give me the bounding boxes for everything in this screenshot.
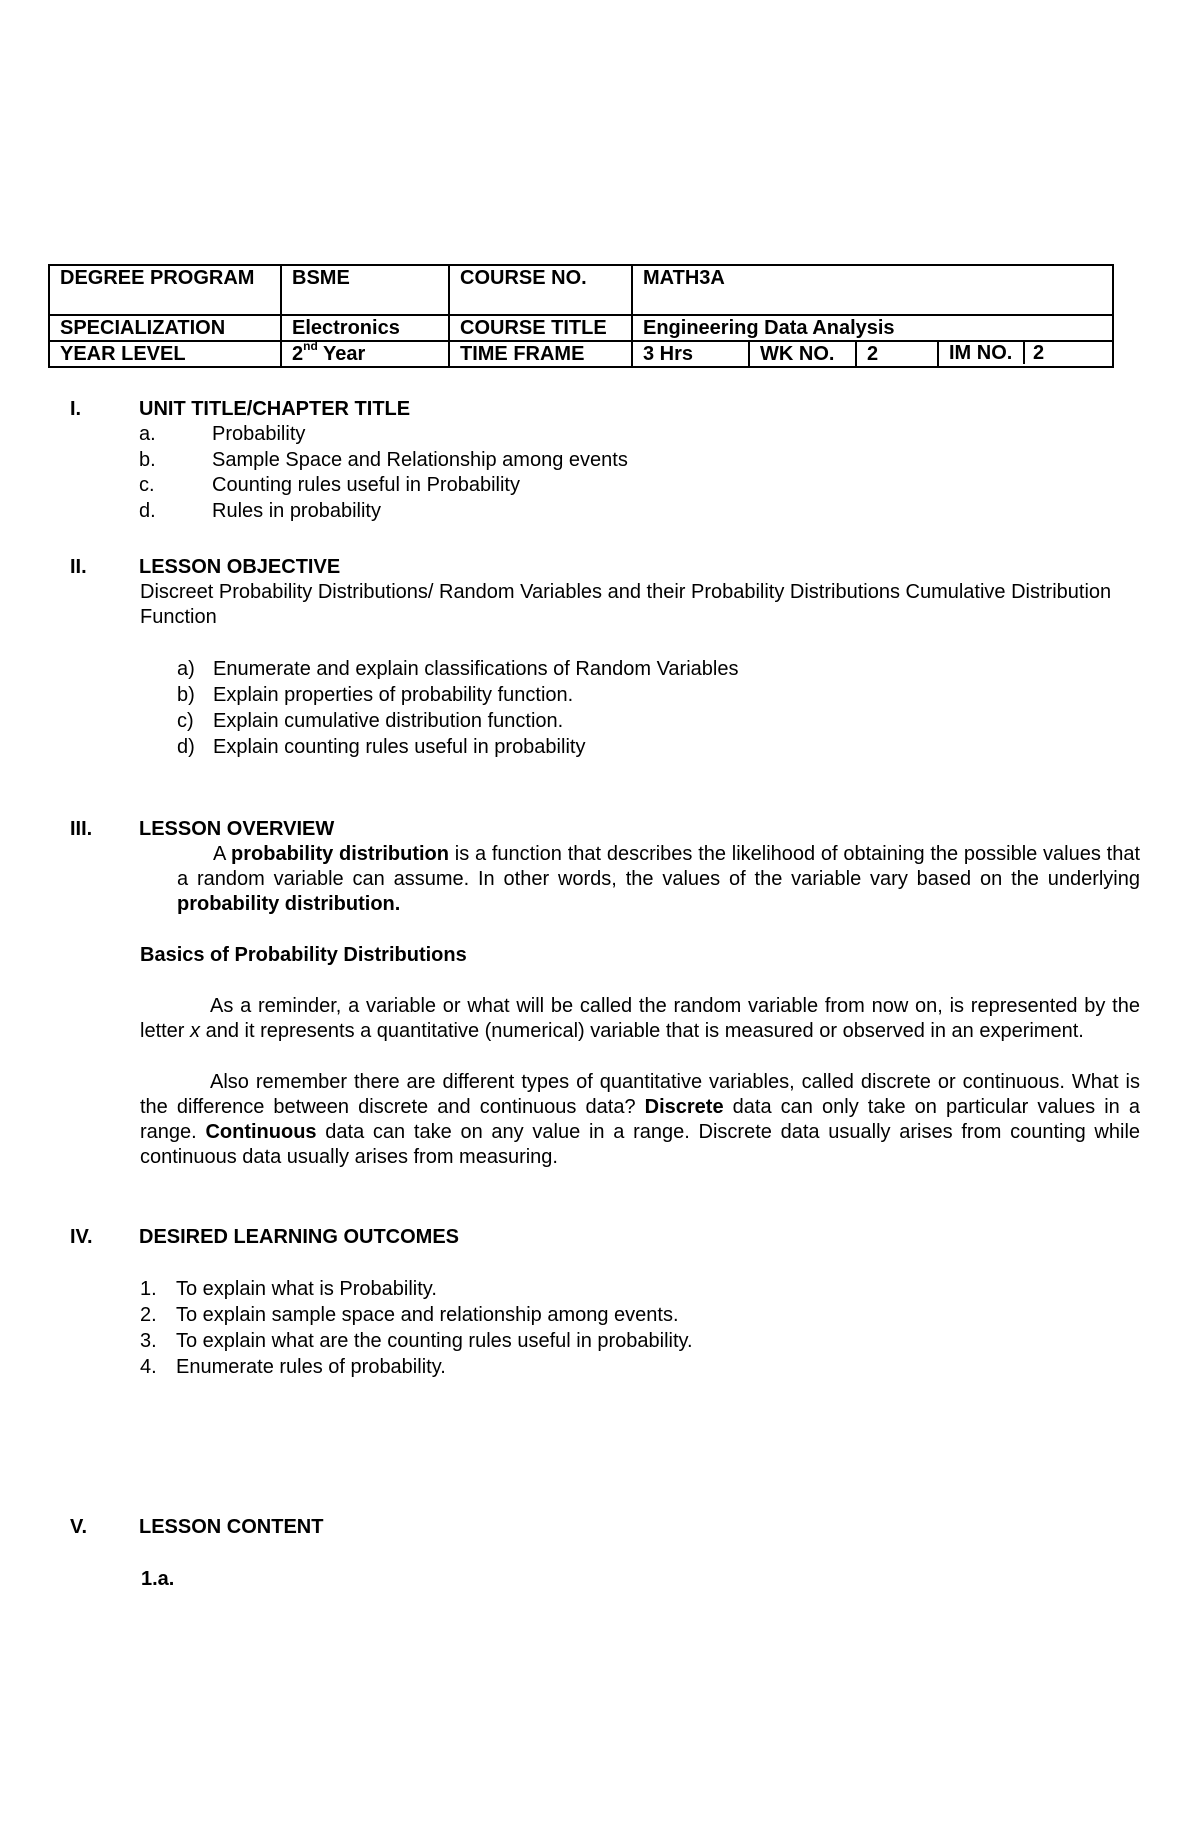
list-item: d. Rules in probability: [139, 499, 381, 522]
section-heading: LESSON OBJECTIVE: [139, 556, 341, 578]
section-number: IV.: [70, 1226, 93, 1248]
section-unit-title: [70, 396, 1140, 524]
specialization-label: SPECIALIZATION: [49, 315, 281, 341]
objective-list: [70, 656, 1140, 760]
course-title-label: COURSE TITLE: [449, 315, 632, 341]
section-number: I.: [70, 398, 82, 420]
objective-intro: Discreet Probability Distributions/ Random Variables and their Probability Distributions Cumulative Distribution Function: [140, 581, 1112, 628]
list-item: a) Enumerate and explain classifications of Random Variables: [177, 658, 739, 680]
wk-no-label: WK NO.: [749, 341, 856, 367]
im-no-label: IM NO.: [939, 342, 1025, 364]
time-frame-label: TIME FRAME: [449, 341, 632, 367]
section-heading: LESSON CONTENT: [139, 1516, 324, 1538]
section-lesson-content: [70, 1514, 1140, 1592]
section-lesson-overview: [70, 816, 1140, 1170]
list-item: a. Probability: [139, 423, 306, 445]
course-info-table: [48, 264, 1114, 368]
specialization-value: Electronics: [281, 315, 449, 341]
list-item: 2. To explain sample space and relationship among events.: [140, 1304, 679, 1326]
time-frame-value: 3 Hrs: [632, 341, 749, 367]
im-no-cell: [938, 341, 1113, 367]
section-number: II.: [70, 556, 87, 578]
list-item: c) Explain cumulative distribution function.: [177, 710, 564, 732]
wk-no-value: 2: [856, 341, 938, 367]
paragraph: Also remember there are different types of quantitative variables, called discrete or continuous. What is the difference between discrete and continuous data? Discrete data can only take on particular values in a range. Continuous data can take on any value in a range. Discrete data usually arises from counting while continuous data usually arises from measuring.: [140, 1071, 1141, 1168]
list-item: 3. To explain what are the counting rules useful in probability.: [140, 1330, 693, 1352]
year-level-label: YEAR LEVEL: [49, 341, 281, 367]
subheading: Basics of Probability Distributions: [140, 944, 467, 966]
section-number: V.: [70, 1516, 88, 1538]
section-learning-outcomes: [70, 1224, 1140, 1380]
outcomes-list: [70, 1276, 1140, 1380]
list-item: 1. To explain what is Probability.: [140, 1278, 437, 1300]
list-item: c. Counting rules useful in Probability: [139, 474, 520, 496]
section-heading: DESIRED LEARNING OUTCOMES: [139, 1226, 460, 1248]
subsection-label: 1.a.: [141, 1568, 175, 1590]
section-heading: LESSON OVERVIEW: [139, 818, 335, 840]
section-lesson-objective: [70, 554, 1140, 760]
chapter-list: [70, 422, 1140, 524]
list-item: b. Sample Space and Relationship among events: [139, 448, 628, 471]
year-level-value: 2nd Year: [281, 341, 449, 367]
paragraph: As a reminder, a variable or what will be called the random variable from now on, is represented by the letter x and it represents a quantitative (numerical) variable that is measured or observed in an experiment.: [140, 995, 1140, 1042]
degree-program-label: DEGREE PROGRAM: [49, 265, 281, 315]
section-number: III.: [70, 818, 93, 840]
course-no-label: COURSE NO.: [449, 265, 632, 315]
degree-program-value: BSME: [281, 265, 449, 315]
im-no-value: 2: [1033, 342, 1045, 364]
list-item: d) Explain counting rules useful in probability: [177, 736, 586, 758]
course-title-value: Engineering Data Analysis: [632, 315, 1113, 341]
course-no-value: MATH3A: [632, 265, 1113, 315]
overview-paragraph: A probability distribution is a function that describes the likelihood of obtaining the possible values that a random variable can assume. In other words, the values of the variable vary based on the underlying probability distribution.: [177, 843, 1141, 915]
list-item: b) Explain properties of probability function.: [177, 684, 574, 706]
list-item: 4. Enumerate rules of probability.: [140, 1356, 446, 1378]
section-heading: UNIT TITLE/CHAPTER TITLE: [139, 398, 411, 420]
